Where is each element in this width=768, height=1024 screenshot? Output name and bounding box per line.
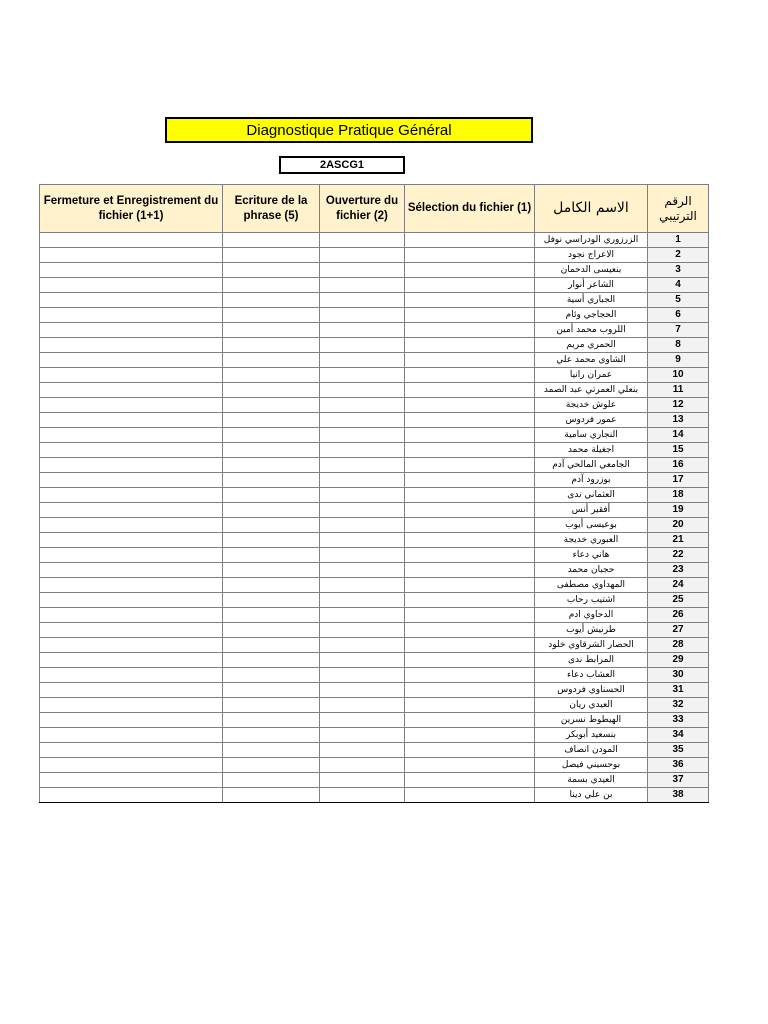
opening-score-cell[interactable] — [320, 278, 405, 293]
opening-score-cell[interactable] — [320, 638, 405, 653]
document-title: Diagnostique Pratique Général — [165, 117, 533, 143]
student-name: النجاري سامية — [535, 428, 648, 443]
selection-score-cell[interactable] — [405, 698, 535, 713]
opening-score-cell[interactable] — [320, 743, 405, 758]
writing-score-cell[interactable] — [223, 698, 320, 713]
student-name: بنسعيد أبوبكر — [535, 728, 648, 743]
table-row — [40, 368, 709, 383]
opening-score-cell[interactable] — [320, 548, 405, 563]
table-row — [40, 338, 709, 353]
opening-score-cell[interactable] — [320, 713, 405, 728]
student-number: 13 — [648, 413, 709, 428]
opening-score-cell[interactable] — [320, 578, 405, 593]
closing-score-cell[interactable] — [40, 743, 223, 758]
opening-score-cell[interactable] — [320, 338, 405, 353]
student-number: 6 — [648, 308, 709, 323]
writing-score-cell[interactable] — [223, 503, 320, 518]
closing-score-cell[interactable] — [40, 398, 223, 413]
writing-score-cell[interactable] — [223, 743, 320, 758]
student-name: الاعراج نجود — [535, 248, 648, 263]
closing-score-cell[interactable] — [40, 248, 223, 263]
writing-score-cell[interactable] — [223, 473, 320, 488]
student-name: الشاوي محمد علي — [535, 353, 648, 368]
selection-score-cell[interactable] — [405, 638, 535, 653]
closing-score-cell[interactable] — [40, 458, 223, 473]
selection-score-cell[interactable] — [405, 533, 535, 548]
writing-score-cell[interactable] — [223, 263, 320, 278]
writing-score-cell[interactable] — [223, 488, 320, 503]
writing-score-cell[interactable] — [223, 278, 320, 293]
student-name: العشاب دعاء — [535, 668, 648, 683]
table-row — [40, 428, 709, 443]
student-name: الحجاجي وئام — [535, 308, 648, 323]
student-number: 14 — [648, 428, 709, 443]
selection-score-cell[interactable] — [405, 548, 535, 563]
selection-score-cell[interactable] — [405, 323, 535, 338]
opening-score-cell[interactable] — [320, 668, 405, 683]
student-name: اللروب محمد أمين — [535, 323, 648, 338]
closing-score-cell[interactable] — [40, 698, 223, 713]
student-name: العيدي بسمة — [535, 773, 648, 788]
closing-score-cell[interactable] — [40, 308, 223, 323]
opening-score-cell[interactable] — [320, 623, 405, 638]
student-name: الحسناوي فردوس — [535, 683, 648, 698]
table-row — [40, 488, 709, 503]
writing-score-cell[interactable] — [223, 338, 320, 353]
writing-score-cell[interactable] — [223, 593, 320, 608]
writing-score-cell[interactable] — [223, 458, 320, 473]
closing-score-cell[interactable] — [40, 413, 223, 428]
writing-score-cell[interactable] — [223, 443, 320, 458]
opening-score-cell[interactable] — [320, 353, 405, 368]
student-name: المرابط ندى — [535, 653, 648, 668]
student-name: المهداوي مصطفى — [535, 578, 648, 593]
header-full-name: الاسم الكامل — [535, 185, 648, 233]
student-name: العبوري خديجة — [535, 533, 648, 548]
student-name: هاني دعاء — [535, 548, 648, 563]
student-number: 24 — [648, 578, 709, 593]
closing-score-cell[interactable] — [40, 263, 223, 278]
student-name: اشتيب رحاب — [535, 593, 648, 608]
table-row — [40, 413, 709, 428]
student-name: طرنيش أيوب — [535, 623, 648, 638]
opening-score-cell[interactable] — [320, 518, 405, 533]
selection-score-cell[interactable] — [405, 653, 535, 668]
student-number: 21 — [648, 533, 709, 548]
opening-score-cell[interactable] — [320, 233, 405, 248]
closing-score-cell[interactable] — [40, 728, 223, 743]
opening-score-cell[interactable] — [320, 413, 405, 428]
selection-score-cell[interactable] — [405, 293, 535, 308]
student-name: الحمري مريم — [535, 338, 648, 353]
closing-score-cell[interactable] — [40, 473, 223, 488]
closing-score-cell[interactable] — [40, 788, 223, 803]
table-row — [40, 713, 709, 728]
selection-score-cell[interactable] — [405, 488, 535, 503]
opening-score-cell[interactable] — [320, 683, 405, 698]
table-row — [40, 653, 709, 668]
header-writing: Ecriture de la phrase (5) — [223, 185, 320, 233]
writing-score-cell[interactable] — [223, 773, 320, 788]
student-number: 26 — [648, 608, 709, 623]
closing-score-cell[interactable] — [40, 623, 223, 638]
student-number: 38 — [648, 788, 709, 803]
writing-score-cell[interactable] — [223, 713, 320, 728]
student-number: 31 — [648, 683, 709, 698]
header-opening: Ouverture du fichier (2) — [320, 185, 405, 233]
closing-score-cell[interactable] — [40, 683, 223, 698]
student-number: 30 — [648, 668, 709, 683]
student-number: 35 — [648, 743, 709, 758]
student-number: 7 — [648, 323, 709, 338]
writing-score-cell[interactable] — [223, 248, 320, 263]
opening-score-cell[interactable] — [320, 773, 405, 788]
student-number: 27 — [648, 623, 709, 638]
table-row — [40, 578, 709, 593]
selection-score-cell[interactable] — [405, 743, 535, 758]
table-row — [40, 668, 709, 683]
opening-score-cell[interactable] — [320, 248, 405, 263]
student-number: 9 — [648, 353, 709, 368]
table-row — [40, 398, 709, 413]
writing-score-cell[interactable] — [223, 548, 320, 563]
student-name: الزرزوري الودراسي نوفل — [535, 233, 648, 248]
closing-score-cell[interactable] — [40, 518, 223, 533]
writing-score-cell[interactable] — [223, 578, 320, 593]
selection-score-cell[interactable] — [405, 473, 535, 488]
opening-score-cell[interactable] — [320, 653, 405, 668]
class-code: 2ASCG1 — [279, 156, 405, 174]
writing-score-cell[interactable] — [223, 368, 320, 383]
table-row — [40, 443, 709, 458]
closing-score-cell[interactable] — [40, 353, 223, 368]
writing-score-cell[interactable] — [223, 758, 320, 773]
table-row — [40, 563, 709, 578]
selection-score-cell[interactable] — [405, 773, 535, 788]
student-name: عمران رانيا — [535, 368, 648, 383]
closing-score-cell[interactable] — [40, 293, 223, 308]
student-number: 34 — [648, 728, 709, 743]
writing-score-cell[interactable] — [223, 668, 320, 683]
student-number: 33 — [648, 713, 709, 728]
student-number: 11 — [648, 383, 709, 398]
student-name: عمور فردوس — [535, 413, 648, 428]
student-number: 23 — [648, 563, 709, 578]
student-name: العثماني ندى — [535, 488, 648, 503]
student-name: بنعيسى الدحمان — [535, 263, 648, 278]
student-name: الحصار الشرقاوي خلود — [535, 638, 648, 653]
writing-score-cell[interactable] — [223, 308, 320, 323]
student-number: 20 — [648, 518, 709, 533]
selection-score-cell[interactable] — [405, 248, 535, 263]
opening-score-cell[interactable] — [320, 758, 405, 773]
selection-score-cell[interactable] — [405, 278, 535, 293]
opening-score-cell[interactable] — [320, 488, 405, 503]
selection-score-cell[interactable] — [405, 503, 535, 518]
student-number: 37 — [648, 773, 709, 788]
header-order-number: الرقم الترتيبي — [648, 185, 709, 233]
table-row — [40, 698, 709, 713]
student-name: الشاعر أنوار — [535, 278, 648, 293]
selection-score-cell[interactable] — [405, 623, 535, 638]
selection-score-cell[interactable] — [405, 458, 535, 473]
table-row — [40, 278, 709, 293]
closing-score-cell[interactable] — [40, 503, 223, 518]
opening-score-cell[interactable] — [320, 458, 405, 473]
table-row — [40, 548, 709, 563]
student-number: 8 — [648, 338, 709, 353]
table-row — [40, 728, 709, 743]
student-number: 1 — [648, 233, 709, 248]
writing-score-cell[interactable] — [223, 638, 320, 653]
table-row — [40, 383, 709, 398]
closing-score-cell[interactable] — [40, 578, 223, 593]
selection-score-cell[interactable] — [405, 668, 535, 683]
table-row — [40, 758, 709, 773]
closing-score-cell[interactable] — [40, 758, 223, 773]
table-row — [40, 608, 709, 623]
opening-score-cell[interactable] — [320, 323, 405, 338]
student-number: 5 — [648, 293, 709, 308]
writing-score-cell[interactable] — [223, 428, 320, 443]
student-number: 12 — [648, 398, 709, 413]
header-selection: Sélection du fichier (1) — [405, 185, 535, 233]
selection-score-cell[interactable] — [405, 308, 535, 323]
writing-score-cell[interactable] — [223, 518, 320, 533]
writing-score-cell[interactable] — [223, 233, 320, 248]
student-name: المودن انصاف — [535, 743, 648, 758]
selection-score-cell[interactable] — [405, 758, 535, 773]
writing-score-cell[interactable] — [223, 623, 320, 638]
student-name: بوزرود آدم — [535, 473, 648, 488]
opening-score-cell[interactable] — [320, 728, 405, 743]
writing-score-cell[interactable] — [223, 293, 320, 308]
selection-score-cell[interactable] — [405, 338, 535, 353]
student-number: 22 — [648, 548, 709, 563]
opening-score-cell[interactable] — [320, 443, 405, 458]
selection-score-cell[interactable] — [405, 383, 535, 398]
table-row — [40, 458, 709, 473]
opening-score-cell[interactable] — [320, 398, 405, 413]
student-name: أفقير أنس — [535, 503, 648, 518]
selection-score-cell[interactable] — [405, 413, 535, 428]
opening-score-cell[interactable] — [320, 473, 405, 488]
closing-score-cell[interactable] — [40, 668, 223, 683]
student-name: العيدي ريان — [535, 698, 648, 713]
student-name: الجباري أسية — [535, 293, 648, 308]
student-number: 3 — [648, 263, 709, 278]
selection-score-cell[interactable] — [405, 398, 535, 413]
student-name: الجامعي المالحي آدم — [535, 458, 648, 473]
student-name: بن علي دينا — [535, 788, 648, 803]
table-row — [40, 263, 709, 278]
writing-score-cell[interactable] — [223, 323, 320, 338]
student-number: 18 — [648, 488, 709, 503]
closing-score-cell[interactable] — [40, 443, 223, 458]
writing-score-cell[interactable] — [223, 653, 320, 668]
opening-score-cell[interactable] — [320, 503, 405, 518]
writing-score-cell[interactable] — [223, 608, 320, 623]
opening-score-cell[interactable] — [320, 593, 405, 608]
selection-score-cell[interactable] — [405, 428, 535, 443]
selection-score-cell[interactable] — [405, 263, 535, 278]
selection-score-cell[interactable] — [405, 518, 535, 533]
table-row — [40, 683, 709, 698]
opening-score-cell[interactable] — [320, 788, 405, 803]
closing-score-cell[interactable] — [40, 278, 223, 293]
opening-score-cell[interactable] — [320, 368, 405, 383]
table-row — [40, 638, 709, 653]
closing-score-cell[interactable] — [40, 653, 223, 668]
closing-score-cell[interactable] — [40, 323, 223, 338]
opening-score-cell[interactable] — [320, 308, 405, 323]
opening-score-cell[interactable] — [320, 428, 405, 443]
writing-score-cell[interactable] — [223, 353, 320, 368]
table-row — [40, 593, 709, 608]
closing-score-cell[interactable] — [40, 233, 223, 248]
selection-score-cell[interactable] — [405, 713, 535, 728]
table-row — [40, 323, 709, 338]
student-number: 15 — [648, 443, 709, 458]
writing-score-cell[interactable] — [223, 788, 320, 803]
student-name: بنعلي العمرتي عبد الصمد — [535, 383, 648, 398]
closing-score-cell[interactable] — [40, 593, 223, 608]
writing-score-cell[interactable] — [223, 383, 320, 398]
table-header-row — [40, 185, 709, 233]
table-row — [40, 248, 709, 263]
closing-score-cell[interactable] — [40, 368, 223, 383]
selection-score-cell[interactable] — [405, 593, 535, 608]
selection-score-cell[interactable] — [405, 443, 535, 458]
table-row — [40, 233, 709, 248]
opening-score-cell[interactable] — [320, 563, 405, 578]
writing-score-cell[interactable] — [223, 683, 320, 698]
student-number: 29 — [648, 653, 709, 668]
closing-score-cell[interactable] — [40, 563, 223, 578]
selection-score-cell[interactable] — [405, 788, 535, 803]
student-name: علوش خديجة — [535, 398, 648, 413]
student-number: 4 — [648, 278, 709, 293]
table-row — [40, 473, 709, 488]
selection-score-cell[interactable] — [405, 578, 535, 593]
opening-score-cell[interactable] — [320, 533, 405, 548]
student-number: 19 — [648, 503, 709, 518]
writing-score-cell[interactable] — [223, 398, 320, 413]
table-row — [40, 788, 709, 803]
table-row — [40, 773, 709, 788]
opening-score-cell[interactable] — [320, 608, 405, 623]
writing-score-cell[interactable] — [223, 563, 320, 578]
table-row — [40, 503, 709, 518]
student-name: حجبان محمد — [535, 563, 648, 578]
selection-score-cell[interactable] — [405, 353, 535, 368]
closing-score-cell[interactable] — [40, 428, 223, 443]
closing-score-cell[interactable] — [40, 488, 223, 503]
student-number: 25 — [648, 593, 709, 608]
selection-score-cell[interactable] — [405, 368, 535, 383]
closing-score-cell[interactable] — [40, 338, 223, 353]
selection-score-cell[interactable] — [405, 563, 535, 578]
table-row — [40, 293, 709, 308]
selection-score-cell[interactable] — [405, 233, 535, 248]
student-name: بوحسيني فيصل — [535, 758, 648, 773]
opening-score-cell[interactable] — [320, 263, 405, 278]
student-number: 17 — [648, 473, 709, 488]
header-closing: Fermeture et Enregistrement du fichier (1+1) — [40, 185, 223, 233]
closing-score-cell[interactable] — [40, 713, 223, 728]
closing-score-cell[interactable] — [40, 608, 223, 623]
writing-score-cell[interactable] — [223, 413, 320, 428]
closing-score-cell[interactable] — [40, 383, 223, 398]
student-number: 32 — [648, 698, 709, 713]
student-name: اجغيلة محمد — [535, 443, 648, 458]
selection-score-cell[interactable] — [405, 728, 535, 743]
closing-score-cell[interactable] — [40, 533, 223, 548]
student-number: 28 — [648, 638, 709, 653]
table-row — [40, 353, 709, 368]
selection-score-cell[interactable] — [405, 683, 535, 698]
table-row — [40, 623, 709, 638]
student-number: 36 — [648, 758, 709, 773]
opening-score-cell[interactable] — [320, 383, 405, 398]
student-number: 2 — [648, 248, 709, 263]
student-name: الدحاوي ادم — [535, 608, 648, 623]
writing-score-cell[interactable] — [223, 533, 320, 548]
closing-score-cell[interactable] — [40, 548, 223, 563]
writing-score-cell[interactable] — [223, 728, 320, 743]
grades-table — [39, 184, 709, 803]
table-row — [40, 743, 709, 758]
student-name: بوعيسى أيوب — [535, 518, 648, 533]
student-number: 16 — [648, 458, 709, 473]
opening-score-cell[interactable] — [320, 698, 405, 713]
student-number: 10 — [648, 368, 709, 383]
opening-score-cell[interactable] — [320, 293, 405, 308]
closing-score-cell[interactable] — [40, 773, 223, 788]
closing-score-cell[interactable] — [40, 638, 223, 653]
selection-score-cell[interactable] — [405, 608, 535, 623]
table-row — [40, 308, 709, 323]
table-row — [40, 533, 709, 548]
table-row — [40, 518, 709, 533]
student-name: الهيطوط نسرين — [535, 713, 648, 728]
